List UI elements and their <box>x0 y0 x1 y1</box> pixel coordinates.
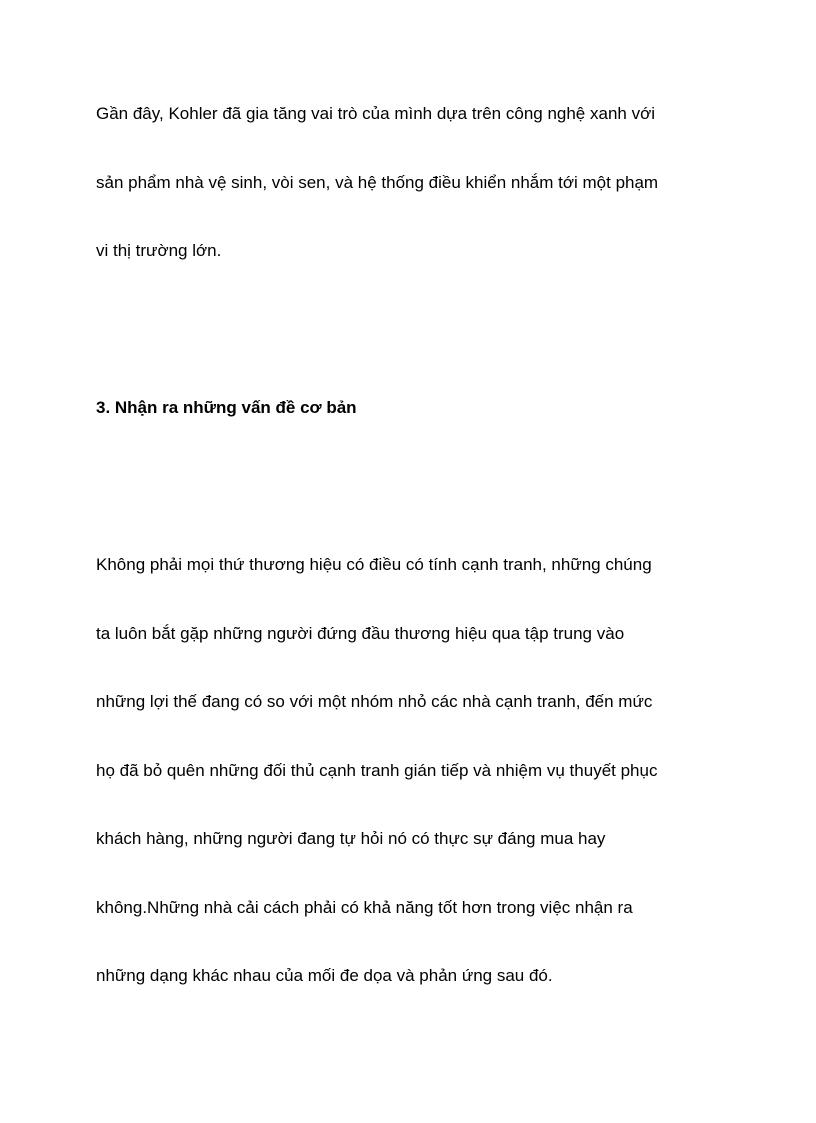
paragraph-line: những dạng khác nhau của mối đe dọa và phản ứng sau đó. <box>96 966 553 985</box>
paragraph-line: họ đã bỏ quên những đối thủ cạnh tranh gián tiếp và nhiệm vụ thuyết phục <box>96 761 658 780</box>
paragraph-line: khách hàng, những người đang tự hỏi nó có thực sự đáng mua hay <box>96 829 606 848</box>
section-heading: 3. Nhận ra những vấn đề cơ bản <box>96 398 357 417</box>
paragraph-line: ta luôn bắt gặp những người đứng đầu thương hiệu qua tập trung vào <box>96 624 625 643</box>
paragraph-line: sản phẩm nhà vệ sinh, vòi sen, và hệ thống điều khiển nhắm tới một phạm <box>96 173 659 192</box>
paragraph-line: vi thị trường lớn. <box>96 241 222 260</box>
paragraph-line: Gần đây, Kohler đã gia tăng vai trò của mình dựa trên công nghệ xanh với <box>96 104 655 123</box>
paragraph-line: không.Những nhà cải cách phải có khả năng tốt hơn trong việc nhận ra <box>96 898 633 917</box>
paragraph-line: Không phải mọi thứ thương hiệu có điều có tính cạnh tranh, những chúng <box>96 555 652 574</box>
paragraph-line: những lợi thế đang có so với một nhóm nhỏ các nhà cạnh tranh, đến mức <box>96 692 653 711</box>
